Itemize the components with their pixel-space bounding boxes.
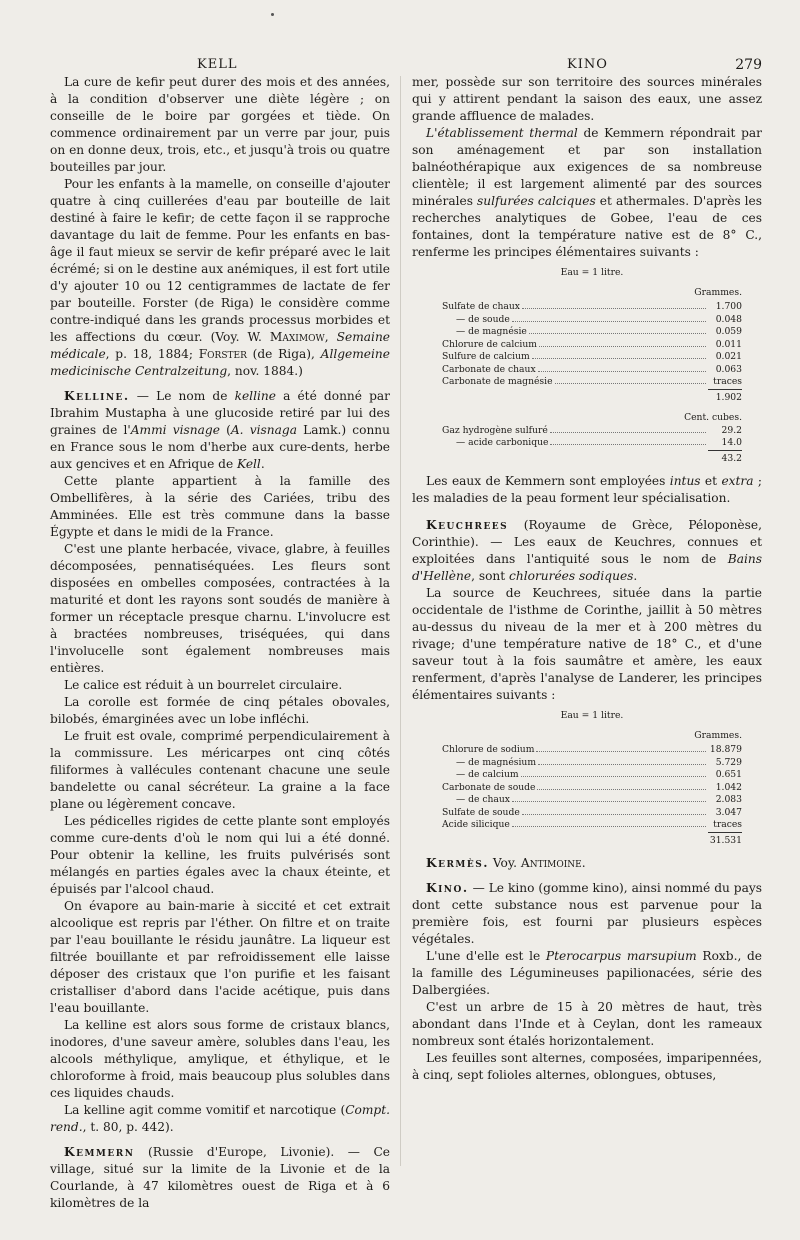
headword-kelline: Kelline. [64, 389, 130, 403]
text: Roxb., de la famille des Légumineuses papilionacées, série des Dalbergiées. [412, 949, 763, 997]
kelline-paragraph: On évapore au bain-marie à siccité et cet extrait alcoolique est repris par l'éther. On filtre et on traite par l'eau bouillante le résidu jaunâtre. La liqueur est filtrée bouillante et par refroidissement elle laisse déposer des cristaux que l'on purifie et les faisant cristalliser d'abord dans l'acide acétique, puis dans l'eau bouillante. [50, 899, 390, 1015]
row-value: 0.651 [715, 769, 742, 780]
table-row [442, 744, 742, 757]
row-value: 3.047 [715, 806, 742, 818]
row-value: traces [708, 376, 742, 390]
author-name: Forster [198, 347, 247, 361]
kelline-paragraph: Le calice est réduit à un bourrelet circulaire. [64, 678, 343, 692]
journal-title: Allgemeine medicinische Centralzeitung [50, 347, 390, 378]
text: Pour les enfants à la mamelle, on conseille d'ajouter quatre à cinq cuillerées d'eau par bouteille de lait destiné à faire le kefir; de cette façon il se rapproche davantage du lait de femme. Pour les enfants en bas-âge il faut mieux se servir de kefir préparé avec le lait écrémé; si on le destine aux anémiques, il est fort utile d'y ajouter 10 ou 12 centigrammes de lactate de fer par bouteille. Forster (de Riga) le considère comme contre-indiqué dans les grands processus morbides et les affections du cœur. (Voy. W. [50, 177, 390, 344]
text: ; les maladies de la peau forment leur spécialisation. [412, 474, 763, 505]
table-total [442, 451, 742, 466]
keuchrees-analysis-table [442, 710, 742, 847]
table-row [442, 425, 742, 438]
table-row [442, 301, 742, 314]
table-caption: Eau = 1 litre. [560, 710, 624, 721]
table-row [442, 807, 742, 820]
row-value: 1.700 [715, 301, 742, 312]
page-number: 279 [735, 57, 762, 73]
row-name: Carbonate de magnésie [442, 376, 553, 387]
total-value: 31.531 [709, 834, 742, 846]
headword-kemmern: Kemmern [64, 1145, 135, 1159]
text: (de Riga), [246, 347, 321, 361]
row-name: — de magnésie [456, 326, 527, 337]
kino-entry [412, 880, 762, 948]
text: , nov. 1884.) [227, 364, 303, 378]
text: La kelline agit comme vomitif et narcotique ( [64, 1103, 346, 1117]
text: . [633, 569, 638, 583]
text: , p. 18, 1884; [105, 347, 199, 361]
text: Lamk.) connu en France sous le nom d'herbe aux cure-dents, herbe aux gencives et en Afrique de [50, 423, 390, 471]
author-name: Maximow [269, 330, 325, 344]
row-name: — de magnésium [456, 756, 537, 768]
total-value: 43.2 [721, 452, 742, 464]
row-value: 29.2 [721, 424, 742, 436]
text: L'une d'elle est le [426, 949, 546, 963]
kelline-paragraph: Les pédicelles rigides de cette plante sont employés comme cure-dents d'où le nom qui lui a été donné. Pour obtenir la kelline, les fruits pulvérisés sont mélangés en parties égales avec la chaux éteinte, et épuisés par l'alcool chaud. [50, 814, 390, 896]
text: — Le nom de [129, 389, 235, 403]
kelline-entry [50, 388, 390, 473]
table-total [442, 833, 742, 848]
kermes-entry [412, 855, 762, 872]
kino-paragraph: Les feuilles sont alternes, composées, imparipennées, à cinq, sept folioles alternes, oblongues, obtuses, [412, 1051, 762, 1082]
row-name: Sulfure de calcium [442, 351, 530, 362]
term: chlorurées sodiques [509, 569, 634, 583]
kemmern-paragraph [412, 125, 762, 261]
term: L'établissement thermal [426, 126, 578, 140]
table-row [442, 326, 742, 339]
text: a été donné par Ibrahim Mustapha à une glucoside retiré par lui des graines de l' [50, 389, 391, 437]
kino-paragraph [412, 948, 762, 999]
kemmern-continued: mer, possède sur son territoire des sources minérales qui y attirent pendant la saison des eaux, une assez grande affluence de malades. [412, 75, 762, 123]
row-name: Sulfate de chaux [442, 301, 520, 312]
keuchrees-entry [412, 517, 762, 585]
table-row [442, 314, 742, 327]
headword-kermes: Kermès. [426, 856, 489, 870]
row-name: Carbonate de soude [442, 781, 536, 793]
kino-paragraph: C'est un arbre de 15 à 20 mètres de haut, très abondant dans l'Inde et à Ceylan, dont les rameaux nombreux sont étalés horizontalement. [412, 1000, 762, 1048]
keuchrees-paragraph: La source de Keuchrees, située dans la partie occidentale de l'isthme de Corinthe, jaillit à 50 mètres au-dessus du niveau de la mer et à 200 mètres du rivage; d'une température native de 18° C., et d'une saveur tout à la fois saumâtre et amère, les eaux renferment, d'après l'analyse de Landerer, les principes élémentaires suivants : [412, 586, 762, 702]
row-value: 5.729 [715, 756, 742, 768]
journal-title: Semaine médicale [50, 330, 391, 361]
kelline-paragraph [50, 1102, 390, 1136]
text: et [700, 474, 722, 488]
row-value: 18.879 [709, 744, 742, 755]
text: , t. 80, p. 442). [82, 1120, 174, 1134]
text: Les eaux de Kemmern sont employées [426, 474, 670, 488]
kelline-paragraph: Cette plante appartient à la famille des Ombellifères, à la série des Cariées, tribu des Amminées. Elle est très commune dans la basse Égypte et dans le midi de la France. [50, 474, 390, 539]
text: . [260, 457, 265, 471]
row-value: 14.0 [708, 437, 742, 451]
running-header-center: KINO [567, 57, 608, 72]
column-divider [400, 76, 401, 1166]
row-name: — acide carbonique [456, 437, 549, 448]
species-name: Pterocarpus marsupium [545, 949, 697, 963]
table-total [442, 390, 742, 405]
ink-speck [271, 13, 274, 16]
text: (Royaume de Grèce, Péloponèse, Corinthie). — Les eaux de Keuchres, connues et exploitées dans l'antiquité sous le nom de [412, 518, 762, 566]
text: Voy. [489, 856, 521, 870]
text: (Russie d'Europe, Livonie). — Ce village, situé sur la limite de la Livonie et de la Courlande, à 47 kilomètres ouest de Riga et à 6 kilomètres de la [50, 1145, 390, 1210]
term: kelline [234, 389, 276, 403]
headword-keuchrees: Keuchrees [426, 518, 509, 532]
text: et athermales. D'après les recherches analytiques de Gobee, l'eau de ces fontaines, dont la température native est de 8° C., renferme les principes élémentaires suivants : [412, 194, 762, 259]
table-row [442, 782, 742, 795]
left-column [50, 74, 390, 1212]
term: sulfurées calciques [477, 194, 596, 208]
row-value: 0.021 [715, 351, 742, 362]
kelline-paragraph: Le fruit est ovale, comprimé perpendiculairement à la commissure. Les méricarpes ont cinq côtés filiformes à vallécules contenant chacune une seule bandelette ou canal sécréteur. La graine a la face plane ou légèrement concave. [50, 729, 390, 811]
table-row [442, 757, 742, 770]
row-name: Acide silicique [442, 819, 510, 830]
species-name: Ammi visnage [130, 423, 220, 437]
table-row [442, 339, 742, 352]
row-value: 1.042 [715, 781, 742, 793]
running-header-left: KELL [197, 57, 238, 72]
term: Kell [237, 457, 261, 471]
journal-title: Compt. rend. [50, 1103, 390, 1134]
table-unit: Grammes. [694, 729, 742, 741]
row-name: Sulfate de soude [442, 806, 520, 818]
total-value: 1.902 [715, 391, 742, 403]
row-value: 2.083 [715, 794, 742, 805]
kelline-paragraph: C'est une plante herbacée, vivace, glabre, à feuilles décomposées, pennatiséquées. Les fleurs sont disposées en ombelles composées, contractées à la maturité et dont les rayons sont soudés de manière à former un réceptacle presque charnu. L'involucre est à bractées nombreuses, triséquées, qui dans l'involucelle sont également nombreuses mais entières. [50, 542, 390, 675]
table-row [442, 376, 742, 390]
kefir-paragraph-2 [50, 176, 390, 380]
row-name: Gaz hydrogène sulfuré [442, 424, 548, 436]
row-name: — de calcium [456, 769, 519, 780]
kelline-paragraph: La corolle est formée de cinq pétales obovales, bilobés, émarginées avec un lobe infléchi. [50, 695, 390, 726]
right-column [412, 74, 762, 1084]
row-value: 0.059 [715, 326, 742, 337]
row-name: Chlorure de sodium [442, 744, 535, 755]
row-name: Carbonate de chaux [442, 363, 536, 375]
row-name: — de chaux [456, 794, 510, 805]
row-value: 0.063 [715, 363, 742, 375]
table-row [442, 794, 742, 807]
text: de Kemmern répondrait par son aménagement et par son installation balnéothérapique aux exigences de sa nombreuse clientèle; il est largement alimenté par des sources minérales [412, 126, 762, 208]
row-value: 0.048 [715, 313, 742, 325]
headword-kino: Kino. [426, 881, 469, 895]
table-unit [442, 412, 742, 425]
text: ( [219, 423, 231, 437]
row-value: 0.011 [715, 338, 742, 350]
cross-reference: Antimoine. [520, 856, 586, 870]
term: extra [721, 474, 754, 488]
text: , [324, 330, 337, 344]
row-name: — de soude [456, 313, 510, 325]
table-row [442, 769, 742, 782]
kemmern-analysis-table [442, 267, 742, 465]
species-name: A. visnaga [230, 423, 297, 437]
table-caption: Eau = 1 litre. [560, 267, 624, 278]
table-row [442, 437, 742, 451]
table-row [442, 819, 742, 833]
term: intus [669, 474, 701, 488]
unit-label: Cent. cubes. [684, 412, 742, 423]
text: , sont [471, 569, 510, 583]
row-value: traces [708, 819, 742, 833]
text: — Le kino (gomme kino), ainsi nommé du pays dont cette substance nous est parvenue pour la première fois, est fourni par plusieurs espèces végétales. [412, 881, 762, 946]
term: Bains d'Hellène [412, 552, 762, 583]
kemmern-entry [50, 1144, 390, 1212]
row-name: Chlorure de calcium [442, 338, 537, 350]
kefir-paragraph-1: La cure de kefir peut durer des mois et des années, à la condition d'observer une diète légère ; on conseille de le boire par gorgées et tiède. On commence ordinairement par un verre par jour, puis on en donne deux, trois, etc., et jusqu'à trois ou quatre bouteilles par jour. [50, 75, 390, 174]
table-row [442, 364, 742, 377]
kelline-paragraph: La kelline est alors sous forme de cristaux blancs, inodores, d'une saveur amère, solubles dans l'eau, les alcools méthylique, amylique, et éthylique, et le chloroforme à froid, mais beaucoup plus solubles dans ces liquides chauds. [50, 1018, 390, 1100]
kemmern-paragraph [412, 473, 762, 507]
table-unit: Grammes. [694, 286, 742, 298]
table-row [442, 351, 742, 364]
